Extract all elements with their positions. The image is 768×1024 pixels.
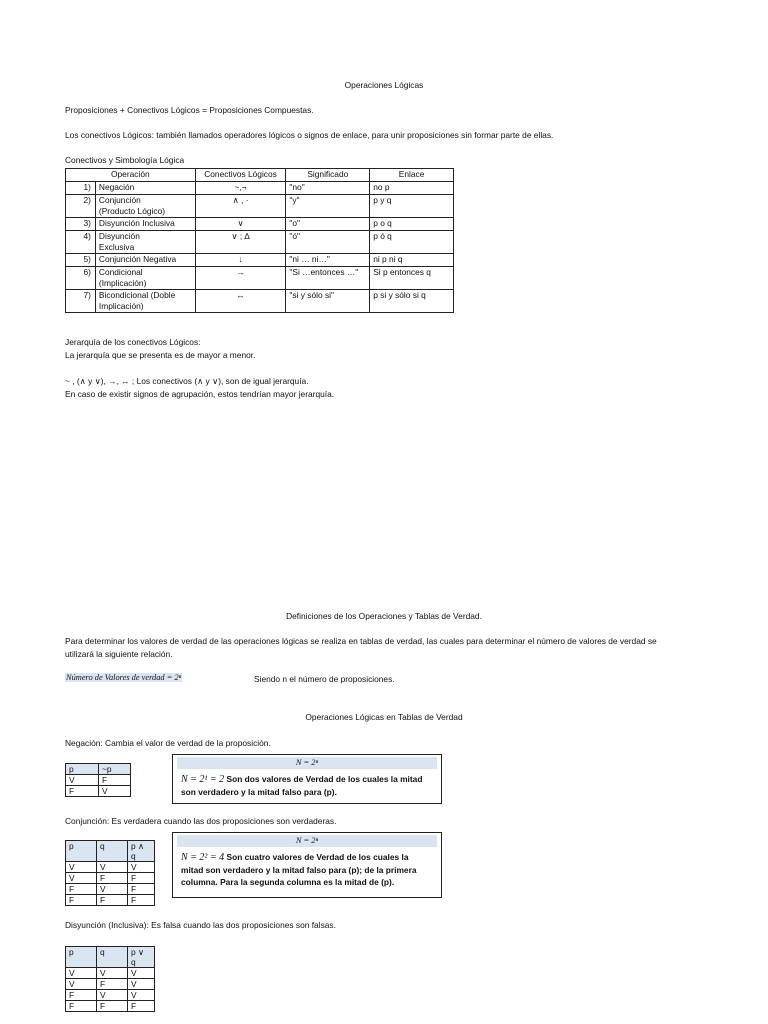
conjunction-info-box [172,832,442,898]
table-cell: V [97,968,128,979]
header-cell: p [66,841,97,862]
row-operation: Condicional (Implicación) [95,267,195,290]
row-link: p y q [370,195,454,218]
table-cell: V [66,775,99,786]
page-title: Operaciones Lógicas [344,80,424,90]
box-header: N = 2ⁿ [177,757,437,769]
hierarchy-line-4: En caso de existir signos de agrupación, estos tendrían mayor jerarquía. [65,389,335,399]
header-operation: Operación [66,169,196,182]
table-cell: F [128,884,155,895]
header-cell: p [66,947,97,968]
table-header-row [66,764,131,775]
row-operation: Disyunción Inclusiva [95,218,195,231]
row-symbol: ∧ , · [195,195,286,218]
table-row [66,218,454,231]
hierarchy-line-3: ~ , (∧ y ∨), →, ↔ ; Los conectivos (∧ y ∨), son de igual jerarquía. [65,376,309,386]
hierarchy-line-2: La jerarquía que se presenta es de mayor a menor. [65,350,256,360]
row-meaning: "no" [286,182,370,195]
header-link: Enlace [370,169,454,182]
definitions-paragraph-1: Para determinar los valores de verdad de las operaciones lógicas se realiza en tablas de verdad, las cuales para determinar el número de valores de verdad se [65,636,657,646]
row-operation: Negación [95,182,195,195]
table-header-row [66,841,155,862]
table-header-row [66,947,155,968]
row-meaning: "y" [286,195,370,218]
row-number: 6) [66,267,96,290]
hierarchy-line-1: Jerarquía de los conectivos Lógicos: [65,337,201,347]
row-operation: Bicondicional (Doble Implicación) [95,290,195,313]
row-meaning: "Si …entonces …" [286,267,370,290]
row-meaning: "ó" [286,231,370,254]
row-symbol: → [195,267,286,290]
table-cell: V [128,968,155,979]
conjunction-description: Conjunción: Es verdadera cuando las dos proposiciones son verdaderas. [65,816,337,826]
table-row [66,786,131,797]
table-row [66,290,454,313]
table-cell: F [66,990,97,1001]
header-cell: ~p [99,764,131,775]
table-row [66,968,155,979]
row-number: 5) [66,254,96,267]
row-link: ni p ni q [370,254,454,267]
table-row [66,990,155,1001]
table-row [66,873,155,884]
formula: Número de Valores de verdad = 2ⁿ [66,673,182,682]
table-row [66,267,454,290]
table-cell: V [66,979,97,990]
table-cell: F [66,786,99,797]
row-operation: Conjunción Negativa [95,254,195,267]
header-meaning: Significado [286,169,370,182]
intro-line-2: Los conectivos Lógicos: también llamados operadores lógicos o signos de enlace, para unir proposiciones sin formar parte de ellas. [65,130,554,140]
table-row [66,195,454,218]
box-body: N = 2² = 4 Son cuatro valores de Verdad de los cuales la mitad son verdadero y la mitad falso para (p); de la primera columna. Para la segunda columna es la mitad de (p). [181,852,417,887]
table-row [66,1001,155,1012]
row-meaning: "si y sólo si" [286,290,370,313]
row-operation: Disyunción Exclusiva [95,231,195,254]
row-symbol: ↓ [195,254,286,267]
row-symbol: ∨ ; ∆ [195,231,286,254]
row-link: p si y sólo si q [370,290,454,313]
row-symbol: ~,¬ [195,182,286,195]
row-link: Si p entonces q [370,267,454,290]
row-link: p o q [370,218,454,231]
table-cell: F [97,895,128,906]
table-header-row [66,169,454,182]
table-cell: F [97,873,128,884]
table-row [66,884,155,895]
row-symbol: ↔ [195,290,286,313]
table-cell: V [66,968,97,979]
table-cell: V [97,990,128,1001]
row-meaning: "ni … ni…" [286,254,370,267]
table-row [66,979,155,990]
row-number: 7) [66,290,96,313]
header-cell: q [97,947,128,968]
box-header: N = 2ⁿ [177,835,437,847]
table-row [66,862,155,873]
table-cell: F [128,873,155,884]
table-cell: F [97,979,128,990]
table-cell: V [66,873,97,884]
table-cell: V [128,990,155,1001]
table-cell: F [66,884,97,895]
row-symbol: ∨ [195,218,286,231]
definitions-paragraph-2: utilizará la siguiente relación. [65,649,173,659]
header-cell: q [97,841,128,862]
header-cell: p [66,764,99,775]
table-cell: V [128,862,155,873]
row-operation: Conjunción (Producto Lógico) [95,195,195,218]
table-cell: F [97,1001,128,1012]
table-cell: F [66,895,97,906]
table-row [66,254,454,267]
definitions-title: Definiciones de los Operaciones y Tablas de Verdad. [286,611,482,621]
negation-truth-table [65,763,131,797]
table-cell: F [128,1001,155,1012]
negation-description: Negación: Cambia el valor de verdad de la proposición. [65,738,271,748]
connectives-caption: Conectivos y Simbología Lógica [65,155,185,165]
intro-line-1: Proposiciones + Conectivos Lógicos = Proposiciones Compuestas. [65,105,314,115]
table-cell: F [66,1001,97,1012]
table-row [66,775,131,786]
row-link: no p [370,182,454,195]
negation-info-box [172,754,442,804]
table-cell: V [97,862,128,873]
connectives-table [65,168,454,313]
table-row [66,895,155,906]
formula-note: Siendo n el número de proposiciones. [254,674,395,684]
row-number: 1) [66,182,96,195]
row-number: 2) [66,195,96,218]
table-cell: V [128,979,155,990]
row-number: 3) [66,218,96,231]
disjunction-truth-table [65,946,155,1012]
table-cell: V [66,862,97,873]
table-cell: F [99,775,131,786]
table-cell: V [99,786,131,797]
header-cell: p ∧ q [128,841,155,862]
header-cell: p ∨ q [128,947,155,968]
row-link: p ó q [370,231,454,254]
table-cell: V [97,884,128,895]
truth-tables-title: Operaciones Lógicas en Tablas de Verdad [305,712,463,722]
conjunction-truth-table [65,840,155,906]
table-row [66,182,454,195]
disjunction-description: Disyunción (Inclusiva): Es falsa cuando las dos proposiciones son falsas. [65,920,336,930]
box-body: N = 2¹ = 2 Son dos valores de Verdad de los cuales la mitad son verdadero y la mitad falso para (p). [181,774,423,797]
table-row [66,231,454,254]
row-number: 4) [66,231,96,254]
table-cell: F [128,895,155,906]
row-meaning: "o" [286,218,370,231]
header-connectives: Conectivos Lógicos [195,169,286,182]
